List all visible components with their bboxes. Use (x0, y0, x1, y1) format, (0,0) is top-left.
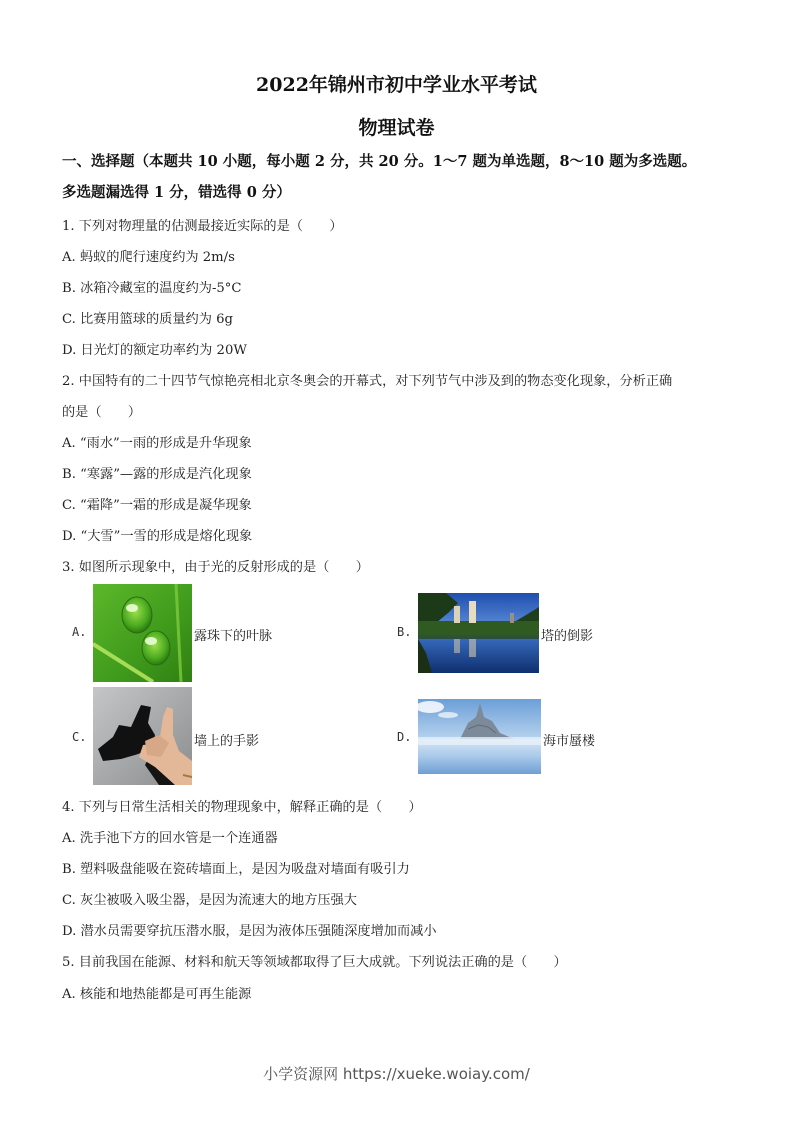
question-1-option-d: D. 日光灯的额定功率约为 20W (62, 343, 247, 358)
section-heading-line1: 一、选择题（本题共 10 小题，每小题 2 分，共 20 分。1～7 题为单选题，8～10 题为多选题。 (62, 153, 697, 170)
hand-shadow-photo (93, 687, 192, 785)
question-3-option-b-letter: B. (397, 625, 412, 639)
question-3-option-a-caption: 露珠下的叶脉 (194, 629, 273, 644)
question-4-option-c: C. 灰尘被吸入吸尘器，是因为流速大的地方压强大 (62, 893, 357, 908)
section-heading-line2: 多选题漏选得 1 分，错选得 0 分） (62, 184, 291, 201)
question-2-option-c: C. “霜降”一霜的形成是凝华现象 (62, 498, 252, 513)
question-2-option-d: D. “大雪”一雪的形成是熔化现象 (62, 529, 253, 544)
question-1-stem: 1. 下列对物理量的估测最接近实际的是（ ） (62, 219, 343, 234)
question-1-option-a: A. 蚂蚁的爬行速度约为 2m/s (62, 250, 235, 265)
question-5-stem: 5. 目前我国在能源、材料和航天等领域都取得了巨大成就。下列说法正确的是（ ） (62, 955, 567, 970)
question-3-option-b-caption: 塔的倒影 (541, 629, 594, 644)
question-1-option-b: B. 冰箱冷藏室的温度约为-5°C (62, 281, 242, 296)
question-3-option-c-letter: C. (72, 730, 87, 744)
question-3-option-a-letter: A. (72, 625, 87, 639)
question-4-stem: 4. 下列与日常生活相关的物理现象中，解释正确的是（ ） (62, 800, 422, 815)
question-3-stem: 3. 如图所示现象中，由于光的反射形成的是（ ） (62, 560, 369, 575)
question-2-option-b: B. “寒露”—露的形成是汽化现象 (62, 467, 252, 482)
question-4-option-d: D. 潜水员需要穿抗压潜水服，是因为液体压强随深度增加而减小 (62, 924, 437, 939)
question-2-stem-line2: 的是（ ） (62, 405, 142, 420)
leaf-dewdrops-photo (93, 584, 192, 682)
question-3-option-d-caption: 海市蜃楼 (543, 734, 596, 749)
question-1-option-c: C. 比赛用篮球的质量约为 6g (62, 312, 233, 327)
exam-subtitle: 物理试卷 (358, 117, 435, 139)
footer-watermark: 小学资源网 https://xueke.woiay.com/ (263, 1065, 530, 1083)
pagoda-reflection-photo (418, 593, 539, 673)
question-3-option-d-letter: D. (397, 730, 412, 744)
mirage-castle-photo (418, 699, 541, 774)
exam-title: 2022年锦州市初中学业水平考试 (256, 74, 537, 96)
question-2-stem-line1: 2. 中国特有的二十四节气惊艳亮相北京冬奥会的开幕式，对下列节气中涉及到的物态变化现象，分析正确 (62, 374, 673, 389)
question-4-option-b: B. 塑料吸盘能吸在瓷砖墙面上，是因为吸盘对墙面有吸引力 (62, 862, 410, 877)
question-4-option-a: A. 洗手池下方的回水管是一个连通器 (62, 831, 278, 846)
question-2-option-a: A. “雨水”一雨的形成是升华现象 (62, 436, 252, 451)
question-3-option-c-caption: 墙上的手影 (194, 734, 260, 749)
question-5-option-a: A. 核能和地热能都是可再生能源 (62, 987, 252, 1002)
